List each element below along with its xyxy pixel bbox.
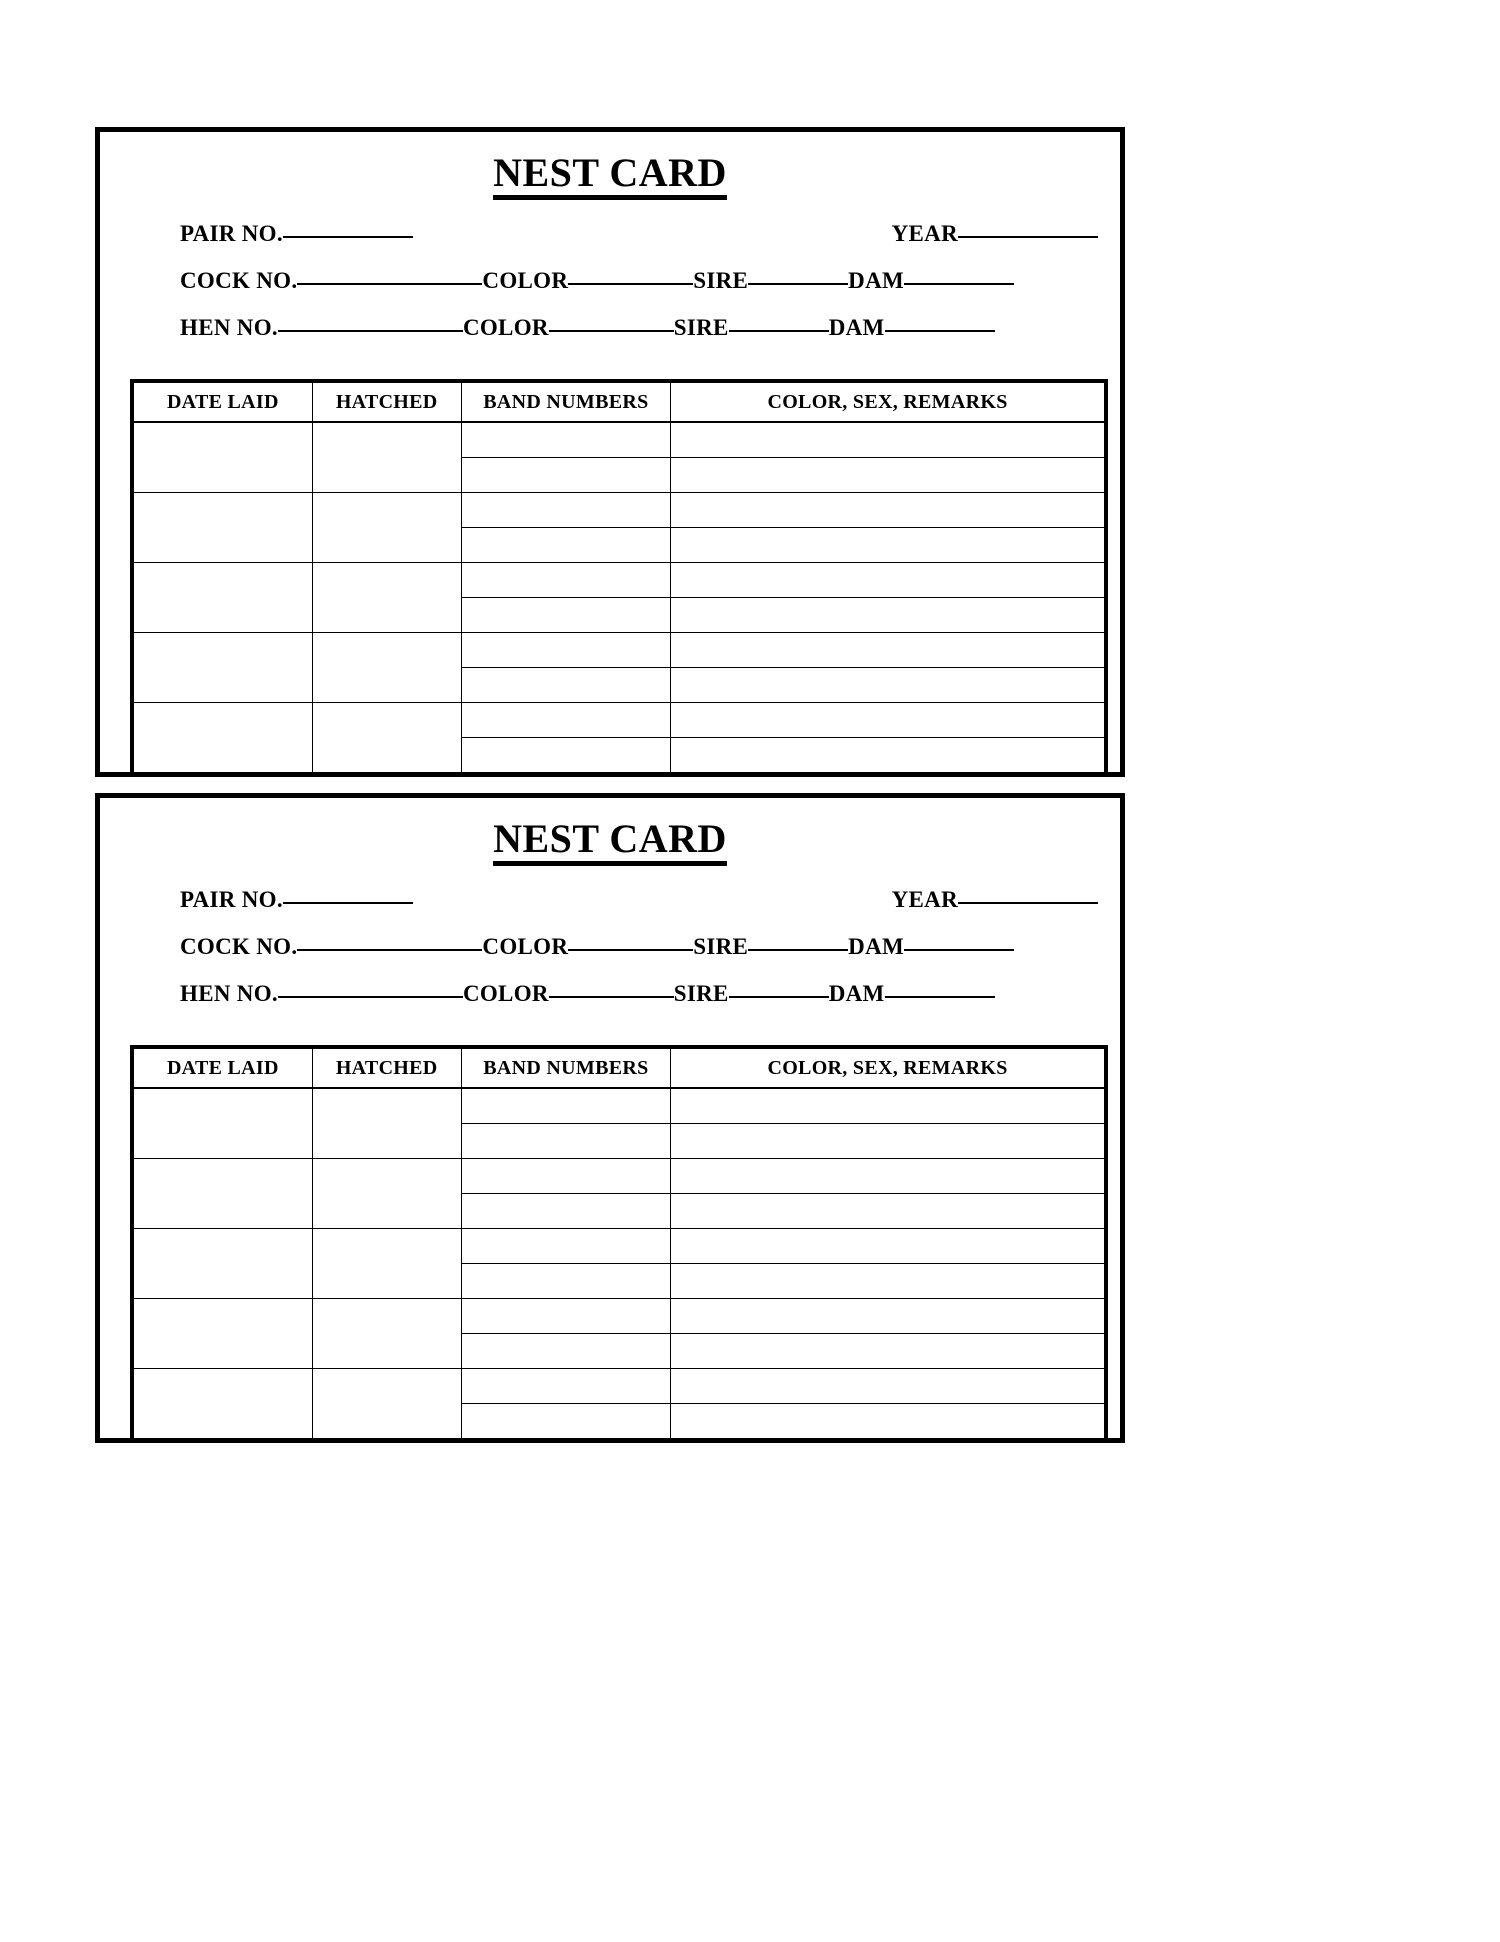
hen-sire-label: SIRE [673, 981, 729, 1006]
cell-color-sex-remarks[interactable] [671, 1194, 1106, 1229]
cell-color-sex-remarks[interactable] [671, 1088, 1106, 1124]
cell-hatched[interactable] [312, 1229, 461, 1299]
cock-color-label: COLOR [482, 934, 569, 959]
cell-color-sex-remarks[interactable] [671, 738, 1106, 775]
cell-date-laid[interactable] [132, 1299, 312, 1369]
cell-color-sex-remarks[interactable] [671, 528, 1106, 563]
col-header-hatched: HATCHED [312, 381, 461, 422]
cell-date-laid[interactable] [132, 1088, 312, 1159]
hen-color-input[interactable] [549, 330, 674, 332]
cell-color-sex-remarks[interactable] [671, 1404, 1106, 1441]
nest-record-table [130, 1045, 1108, 1442]
cell-date-laid[interactable] [132, 563, 312, 633]
hen-color-label: COLOR [462, 981, 549, 1006]
cock-no-input[interactable] [297, 283, 482, 285]
cell-band-numbers[interactable] [461, 598, 670, 633]
card-fields [100, 222, 1120, 339]
table-header-row [132, 1047, 1106, 1088]
nest-table-wrap [130, 379, 1108, 760]
cell-band-numbers[interactable] [461, 703, 670, 738]
cock-sire-label: SIRE [693, 268, 749, 293]
cell-hatched[interactable] [312, 703, 461, 775]
field-row-cock [100, 935, 1120, 958]
cell-color-sex-remarks[interactable] [671, 563, 1106, 598]
cell-hatched[interactable] [312, 563, 461, 633]
cock-sire-input[interactable] [748, 283, 848, 285]
cock-no-input[interactable] [297, 949, 482, 951]
pair-no-label: PAIR NO. [180, 221, 283, 246]
cell-band-numbers[interactable] [461, 563, 670, 598]
hen-sire-input[interactable] [729, 996, 829, 998]
pair-no-input[interactable] [283, 236, 413, 238]
year-input[interactable] [958, 236, 1098, 238]
cell-band-numbers[interactable] [461, 668, 670, 703]
cell-band-numbers[interactable] [461, 1159, 670, 1194]
cell-band-numbers[interactable] [461, 458, 670, 493]
hen-dam-input[interactable] [885, 330, 995, 332]
table-row [132, 1088, 1106, 1124]
cell-color-sex-remarks[interactable] [671, 633, 1106, 668]
pair-no-field [180, 222, 413, 245]
table-row [132, 1159, 1106, 1194]
col-header-color-sex-remarks: COLOR, SEX, REMARKS [671, 1047, 1106, 1088]
cell-color-sex-remarks[interactable] [671, 1299, 1106, 1334]
field-row-pair-year [100, 222, 1120, 245]
cell-date-laid[interactable] [132, 633, 312, 703]
pair-no-input[interactable] [283, 902, 413, 904]
cock-dam-input[interactable] [904, 283, 1014, 285]
cock-dam-input[interactable] [904, 949, 1014, 951]
cell-color-sex-remarks[interactable] [671, 1159, 1106, 1194]
cell-band-numbers[interactable] [461, 1404, 670, 1441]
cell-color-sex-remarks[interactable] [671, 458, 1106, 493]
cell-band-numbers[interactable] [461, 1088, 670, 1124]
cock-no-label: COCK NO. [180, 934, 298, 959]
cell-band-numbers[interactable] [461, 633, 670, 668]
cell-color-sex-remarks[interactable] [671, 422, 1106, 458]
col-header-band-numbers: BAND NUMBERS [461, 381, 670, 422]
nest-table-body [132, 1088, 1106, 1440]
cell-hatched[interactable] [312, 1088, 461, 1159]
cell-color-sex-remarks[interactable] [671, 668, 1106, 703]
hen-no-label: HEN NO. [180, 981, 278, 1006]
cock-dam-label: DAM [848, 268, 904, 293]
hen-dam-label: DAM [828, 315, 885, 340]
col-header-band-numbers: BAND NUMBERS [461, 1047, 670, 1088]
pair-no-field [180, 888, 413, 911]
cell-band-numbers[interactable] [461, 1334, 670, 1369]
hen-dam-label: DAM [828, 981, 885, 1006]
cock-sire-input[interactable] [748, 949, 848, 951]
cell-band-numbers[interactable] [461, 1124, 670, 1159]
field-row-hen [100, 316, 1120, 339]
nest-table-body [132, 422, 1106, 774]
hen-color-input[interactable] [549, 996, 674, 998]
card-title-text: NEST CARD [493, 152, 727, 200]
card-title [100, 132, 1120, 200]
cock-color-label: COLOR [482, 268, 569, 293]
cell-hatched[interactable] [312, 1369, 461, 1441]
cell-color-sex-remarks[interactable] [671, 1334, 1106, 1369]
hen-no-input[interactable] [278, 330, 463, 332]
table-row [132, 1369, 1106, 1404]
nest-table-wrap [130, 1045, 1108, 1426]
hen-color-label: COLOR [462, 315, 549, 340]
year-field [892, 888, 1098, 911]
cell-date-laid[interactable] [132, 1229, 312, 1299]
cell-band-numbers[interactable] [461, 1194, 670, 1229]
cell-band-numbers[interactable] [461, 493, 670, 528]
table-row [132, 1229, 1106, 1264]
table-row [132, 563, 1106, 598]
year-label: YEAR [891, 221, 958, 246]
cell-date-laid[interactable] [132, 1159, 312, 1229]
cell-hatched[interactable] [312, 422, 461, 493]
cell-color-sex-remarks[interactable] [671, 598, 1106, 633]
hen-no-label: HEN NO. [180, 315, 278, 340]
col-header-hatched: HATCHED [312, 1047, 461, 1088]
field-row-cock [100, 269, 1120, 292]
card-title-text: NEST CARD [493, 818, 727, 866]
cell-date-laid[interactable] [132, 493, 312, 563]
col-header-date-laid: DATE LAID [132, 1047, 312, 1088]
cell-color-sex-remarks[interactable] [671, 1229, 1106, 1264]
cell-band-numbers[interactable] [461, 1264, 670, 1299]
cell-band-numbers[interactable] [461, 422, 670, 458]
cell-hatched[interactable] [312, 1299, 461, 1369]
year-input[interactable] [958, 902, 1098, 904]
hen-no-input[interactable] [278, 996, 463, 998]
cock-color-input[interactable] [568, 949, 693, 951]
cell-band-numbers[interactable] [461, 1369, 670, 1404]
table-row [132, 703, 1106, 738]
table-row [132, 1299, 1106, 1334]
cell-color-sex-remarks[interactable] [671, 1369, 1106, 1404]
year-label: YEAR [891, 887, 958, 912]
cell-hatched[interactable] [312, 633, 461, 703]
cell-date-laid[interactable] [132, 703, 312, 775]
cell-color-sex-remarks[interactable] [671, 493, 1106, 528]
table-header-row [132, 381, 1106, 422]
cock-no-label: COCK NO. [180, 268, 298, 293]
table-row [132, 493, 1106, 528]
cell-color-sex-remarks[interactable] [671, 703, 1106, 738]
field-row-pair-year [100, 888, 1120, 911]
year-field [892, 222, 1098, 245]
col-header-date-laid: DATE LAID [132, 381, 312, 422]
cell-band-numbers[interactable] [461, 738, 670, 775]
field-row-hen [100, 982, 1120, 1005]
hen-sire-input[interactable] [729, 330, 829, 332]
cock-dam-label: DAM [848, 934, 904, 959]
hen-dam-input[interactable] [885, 996, 995, 998]
hen-sire-label: SIRE [673, 315, 729, 340]
table-row [132, 422, 1106, 458]
cell-color-sex-remarks[interactable] [671, 1264, 1106, 1299]
pair-no-label: PAIR NO. [180, 887, 283, 912]
cell-date-laid[interactable] [132, 1369, 312, 1441]
cell-band-numbers[interactable] [461, 1229, 670, 1264]
col-header-color-sex-remarks: COLOR, SEX, REMARKS [671, 381, 1106, 422]
nest-card-1 [95, 127, 1125, 777]
cell-hatched[interactable] [312, 493, 461, 563]
cell-hatched[interactable] [312, 1159, 461, 1229]
cell-date-laid[interactable] [132, 422, 312, 493]
cell-band-numbers[interactable] [461, 528, 670, 563]
table-row [132, 633, 1106, 668]
cock-color-input[interactable] [568, 283, 693, 285]
cell-band-numbers[interactable] [461, 1299, 670, 1334]
nest-record-table [130, 379, 1108, 776]
card-fields [100, 888, 1120, 1005]
cell-color-sex-remarks[interactable] [671, 1124, 1106, 1159]
nest-card-2 [95, 793, 1125, 1443]
cock-sire-label: SIRE [693, 934, 749, 959]
card-title [100, 798, 1120, 866]
